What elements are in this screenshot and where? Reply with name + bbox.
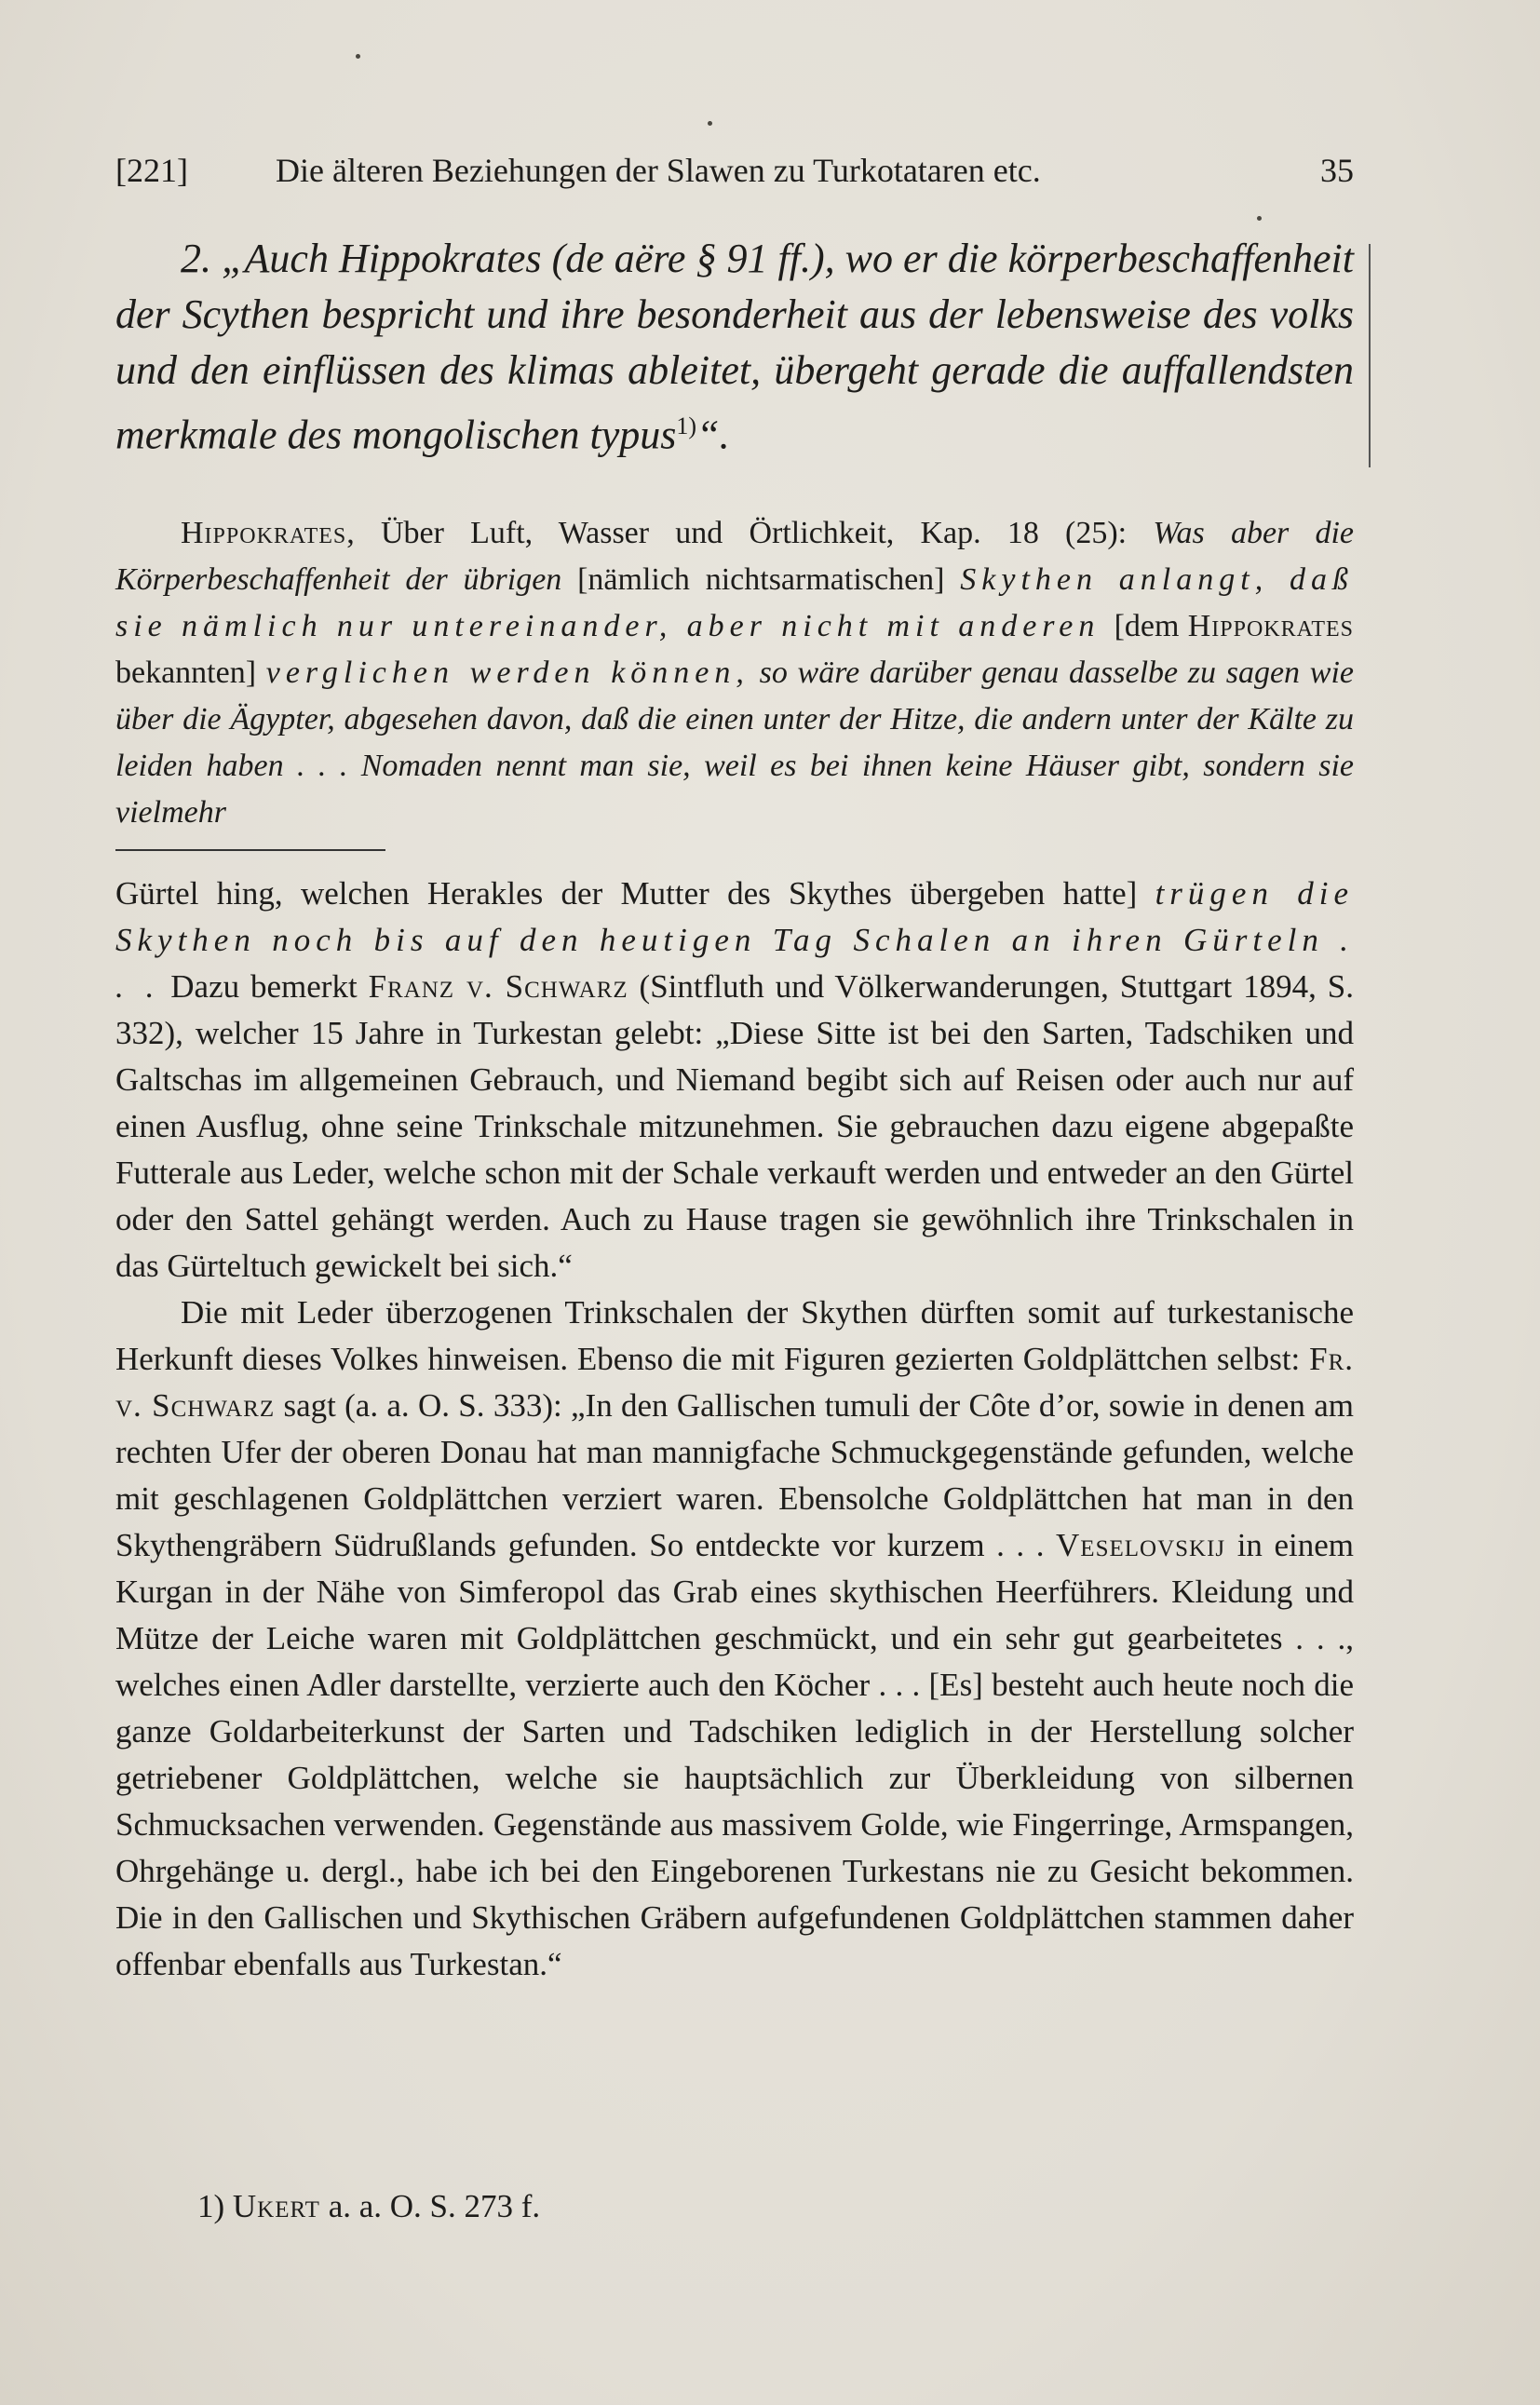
paragraph-text: Gürtel hing, welchen Herakles der Mutter des Skythes übergeben hatte]: [115, 875, 1155, 912]
author-name: Fr. v. Schwarz: [115, 1341, 1354, 1424]
paragraph-text: Dazu bemerkt: [159, 968, 369, 1005]
footnote-number: 1): [197, 2188, 233, 2224]
author-name: Ukert: [232, 2188, 320, 2224]
quotation-paragraph: [115, 231, 1354, 464]
footnote-continuation: [115, 871, 1354, 1988]
citation-text: so wäre darüber genau dasselbe zu sagen wie über die Ägypter, abgesehen davon, daß die einen unter der Hitze, die andern unter der Kälte zu leiden haben . . . Nomaden nennt man sie, weil es bei ihnen keine Häuser gibt, sondern sie vielmehr: [115, 655, 1354, 830]
item-number: 2.: [181, 236, 211, 281]
quotation-text: „Auch Hippokrates (de aëre § 91 ff.), wo er die körperbeschaffenheit der Scythen bespricht und ihre besonderheit aus der lebensweise des volks und den einflüssen des klimas ableitet, übergeht gerade die auffallendsten merkmale des mongolischen typus: [115, 236, 1355, 458]
footnote-divider: [115, 849, 385, 851]
author-name: Franz v. Schwarz: [368, 968, 628, 1005]
paper-speck: [356, 54, 360, 59]
quotation-block: [115, 231, 1354, 464]
paragraph-text: (Sintfluth und Völkerwanderungen, Stuttgart 1894, S. 332), welcher 15 Jahre in Turkestan gelebt: „Diese Sitte ist bei den Sarten, Tadschiken und Galtschas im allgemeinen Gebrauch, und Niemand begibt sich auf Reisen oder auch nur auf einen Ausflug, ohne seine Trinkschale mitzunehmen. Sie gebrauchen dazu eigene abgepaßte Futterale aus Leder, welche schon mit der Schale verkauft werden und entweder an den Gürtel oder den Sattel gehängt werden. Auch zu Hause tragen sie gewöhnlich ihre Trinkschalen in das Gürteltuch gewickelt bei sich.“: [115, 968, 1354, 1284]
author-name: Hippokrates: [1187, 609, 1354, 643]
paragraph: [115, 1290, 1354, 1988]
paragraph-text: sagt (a. a. O. S. 333): „In den Gallischen tumuli der Côte d’or, sowie in denen am rechten Ufer der oberen Donau hat man mannigfache Schmuckgegenstände gefunden, welche mit geschlagenen Goldplättchen verziert waren. Ebensolche Goldplättchen hat man in den Skythengräbern Südrußlands gefunden. So entdeckte vor kurzem . . .: [115, 1387, 1354, 1563]
citation-block: [115, 510, 1354, 836]
paragraph-text: Die mit Leder überzogenen Trinkschalen der Skythen dürften somit auf turkestanische Herkunft dieses Volkes hinweisen. Ebenso die mit Figuren gezierten Goldplättchen selbst:: [115, 1294, 1354, 1377]
author-name: Veselovskij: [1056, 1527, 1226, 1563]
page-number: 35: [1320, 152, 1354, 189]
footnote: [197, 2183, 1352, 2230]
paragraph: [115, 871, 1354, 1290]
bracket-note: bekannten]: [115, 655, 266, 690]
citation-paragraph: [115, 510, 1354, 836]
citation-text: Was aber die Körperbeschaffenheit der übrigen: [115, 516, 1355, 597]
bracket-note: [nämlich nichtsarmatischen]: [577, 562, 961, 597]
spaced-text: verglichen werden können,: [265, 655, 750, 690]
footnote-reference: a. a. O. S. 273 f.: [319, 2188, 541, 2224]
citation-source: , Über Luft, Wasser und Örtlichkeit, Kap. 18 (25):: [346, 516, 1154, 550]
spaced-text: trügen die Skythen noch bis auf den heutigen Tag Schalen an ihren Gürteln . . .: [115, 875, 1354, 1005]
running-title: Die älteren Beziehungen der Slawen zu Turkotataren etc.: [276, 152, 1041, 189]
margin-line: [1369, 244, 1371, 467]
paper-speck: [708, 121, 712, 126]
spaced-text: Skythen anlangt, daß sie nämlich nur untereinander, aber nicht mit anderen: [115, 562, 1354, 643]
author-name: Hippokrates: [181, 516, 347, 550]
paper-speck: [1257, 216, 1262, 221]
page-reference: [221]: [115, 152, 188, 189]
paragraph-text: in einem Kurgan in der Nähe von Simferopol das Grab eines skythischen Heerführers. Kleidung und Mütze der Leiche waren mit Goldplättchen geschmückt, und ein sehr gut gearbeitetes . . ., welches einen Adler darstellte, verzierte auch den Köcher . . . [Es] besteht auch heute noch die ganze Goldarbeiterkunst der Sarten und Tadschiken lediglich in der Herstellung solcher getriebener Goldplättchen, welche sie hauptsächlich zur Überkleidung von silbernen Schmucksachen verwenden. Gegenstände aus massivem Golde, wie Fingerringe, Armspangen, Ohrgehänge u. dergl., habe ich bei den Eingeborenen Turkestans nie zu Gesicht bekommen. Die in den Gallischen und Skythischen Gräbern aufgefundenen Goldplättchen stammen daher offenbar ebenfalls aus Turkestan.“: [115, 1527, 1354, 1982]
bracket-note: [dem: [1114, 609, 1188, 643]
quotation-close: “.: [696, 412, 730, 458]
footnote-mark: 1): [676, 412, 697, 439]
